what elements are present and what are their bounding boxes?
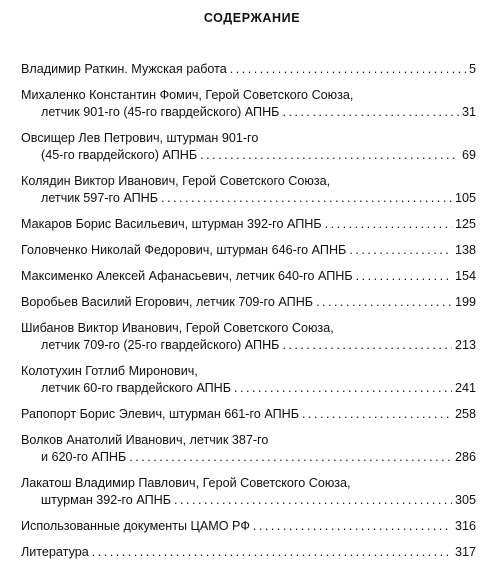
toc-page-number: 105 bbox=[454, 191, 476, 205]
dot-leader bbox=[282, 337, 452, 354]
toc-entry bbox=[21, 518, 476, 535]
toc-entry-continuation bbox=[21, 337, 476, 354]
table-of-contents bbox=[21, 61, 476, 570]
toc-entry bbox=[21, 320, 476, 354]
toc-entry-text: Использованные документы ЦАМО РФ bbox=[21, 519, 250, 533]
dot-leader bbox=[230, 61, 466, 78]
toc-page-number: 286 bbox=[454, 450, 476, 464]
toc-entry bbox=[21, 432, 476, 466]
toc-entry-text: летчик 60-го гвардейского АПНБ bbox=[41, 381, 232, 395]
toc-entry-continuation bbox=[21, 449, 476, 466]
toc-entry-line bbox=[21, 268, 476, 285]
toc-page-number: 5 bbox=[468, 62, 476, 76]
dot-leader bbox=[253, 518, 452, 535]
toc-entry-text: летчик 709-го (25-го гвардейского) АПНБ bbox=[41, 338, 280, 352]
dot-leader bbox=[174, 492, 452, 509]
toc-entry bbox=[21, 406, 476, 423]
toc-page-number: 125 bbox=[454, 217, 476, 231]
toc-page-number: 305 bbox=[454, 493, 476, 507]
toc-entry-continuation bbox=[21, 492, 476, 509]
toc-entry-continuation bbox=[21, 380, 476, 397]
dot-leader bbox=[161, 190, 452, 207]
toc-entry-line bbox=[21, 544, 476, 561]
toc-entry bbox=[21, 173, 476, 207]
page-title: СОДЕРЖАНИЕ bbox=[203, 11, 301, 25]
dot-leader bbox=[200, 147, 459, 164]
toc-entry bbox=[21, 544, 476, 561]
toc-entry bbox=[21, 216, 476, 233]
dot-leader bbox=[282, 104, 459, 121]
toc-page-number: 69 bbox=[461, 148, 476, 162]
toc-entry-text: штурман 392-го АПНБ bbox=[41, 493, 171, 507]
toc-entry-continuation bbox=[21, 190, 476, 207]
toc-entry-text: Овсищер Лев Петрович, штурман 901-го bbox=[21, 131, 259, 145]
dot-leader bbox=[92, 544, 452, 561]
toc-entry-line bbox=[21, 87, 476, 104]
toc-page-number: 258 bbox=[454, 407, 476, 421]
toc-entry bbox=[21, 294, 476, 311]
toc-page-number: 31 bbox=[461, 105, 476, 119]
toc-entry-line bbox=[21, 475, 476, 492]
toc-entry-line bbox=[21, 61, 476, 78]
dot-leader bbox=[356, 268, 452, 285]
toc-page-number: 154 bbox=[454, 269, 476, 283]
toc-entry-text: Воробьев Василий Егорович, летчик 709-го АПНБ bbox=[21, 295, 314, 309]
toc-entry-text: Рапопорт Борис Элевич, штурман 661-го АПНБ bbox=[21, 407, 299, 421]
dot-leader bbox=[316, 294, 452, 311]
toc-entry-line bbox=[21, 518, 476, 535]
toc-entry-text: Головченко Николай Федорович, штурман 646-го АПНБ bbox=[21, 243, 347, 257]
toc-entry-text: летчик 597-го АПНБ bbox=[41, 191, 159, 205]
dot-leader bbox=[234, 380, 452, 397]
toc-entry-text: Волков Анатолий Иванович, летчик 387-го bbox=[21, 433, 269, 447]
toc-entry-continuation bbox=[21, 147, 476, 164]
toc-entry-text: Шибанов Виктор Иванович, Герой Советского Союза, bbox=[21, 321, 334, 335]
toc-entry-line bbox=[21, 130, 476, 147]
toc-entry bbox=[21, 130, 476, 164]
toc-entry-text: Владимир Раткин. Мужская работа bbox=[21, 62, 227, 76]
toc-entry-line bbox=[21, 173, 476, 190]
toc-page-number: 316 bbox=[454, 519, 476, 533]
toc-entry bbox=[21, 242, 476, 259]
toc-entry-line bbox=[21, 363, 476, 380]
toc-entry-line bbox=[21, 432, 476, 449]
toc-entry bbox=[21, 475, 476, 509]
toc-entry bbox=[21, 61, 476, 78]
toc-entry-line bbox=[21, 242, 476, 259]
dot-leader bbox=[129, 449, 452, 466]
toc-entry-text: Михаленко Константин Фомич, Герой Советского Союза, bbox=[21, 88, 354, 102]
dot-leader bbox=[349, 242, 452, 259]
toc-entry-line bbox=[21, 294, 476, 311]
toc-entry-text: Макаров Борис Васильевич, штурман 392-го АПНБ bbox=[21, 217, 322, 231]
toc-page-number: 213 bbox=[454, 338, 476, 352]
toc-entry-text: и 620-го АПНБ bbox=[41, 450, 127, 464]
toc-page-number: 199 bbox=[454, 295, 476, 309]
toc-entry bbox=[21, 87, 476, 121]
toc-entry-line bbox=[21, 320, 476, 337]
toc-page-number: 241 bbox=[454, 381, 476, 395]
toc-entry bbox=[21, 363, 476, 397]
toc-entry-line bbox=[21, 406, 476, 423]
toc-entry-text: Колядин Виктор Иванович, Герой Советского Союза, bbox=[21, 174, 331, 188]
toc-entry-text: (45-го гвардейского) АПНБ bbox=[41, 148, 198, 162]
toc-entry-text: Литература bbox=[21, 545, 89, 559]
toc-entry-text: Колотухин Готлиб Миронович, bbox=[21, 364, 198, 378]
toc-entry-continuation bbox=[21, 104, 476, 121]
toc-entry bbox=[21, 268, 476, 285]
toc-page-number: 138 bbox=[454, 243, 476, 257]
dot-leader bbox=[325, 216, 452, 233]
toc-entry-text: Максименко Алексей Афанасьевич, летчик 640-го АПНБ bbox=[21, 269, 353, 283]
toc-entry-text: Лакатош Владимир Павлович, Герой Советского Союза, bbox=[21, 476, 351, 490]
toc-entry-text: летчик 901-го (45-го гвардейского) АПНБ bbox=[41, 105, 280, 119]
toc-page-number: 317 bbox=[454, 545, 476, 559]
toc-entry-line bbox=[21, 216, 476, 233]
dot-leader bbox=[302, 406, 452, 423]
